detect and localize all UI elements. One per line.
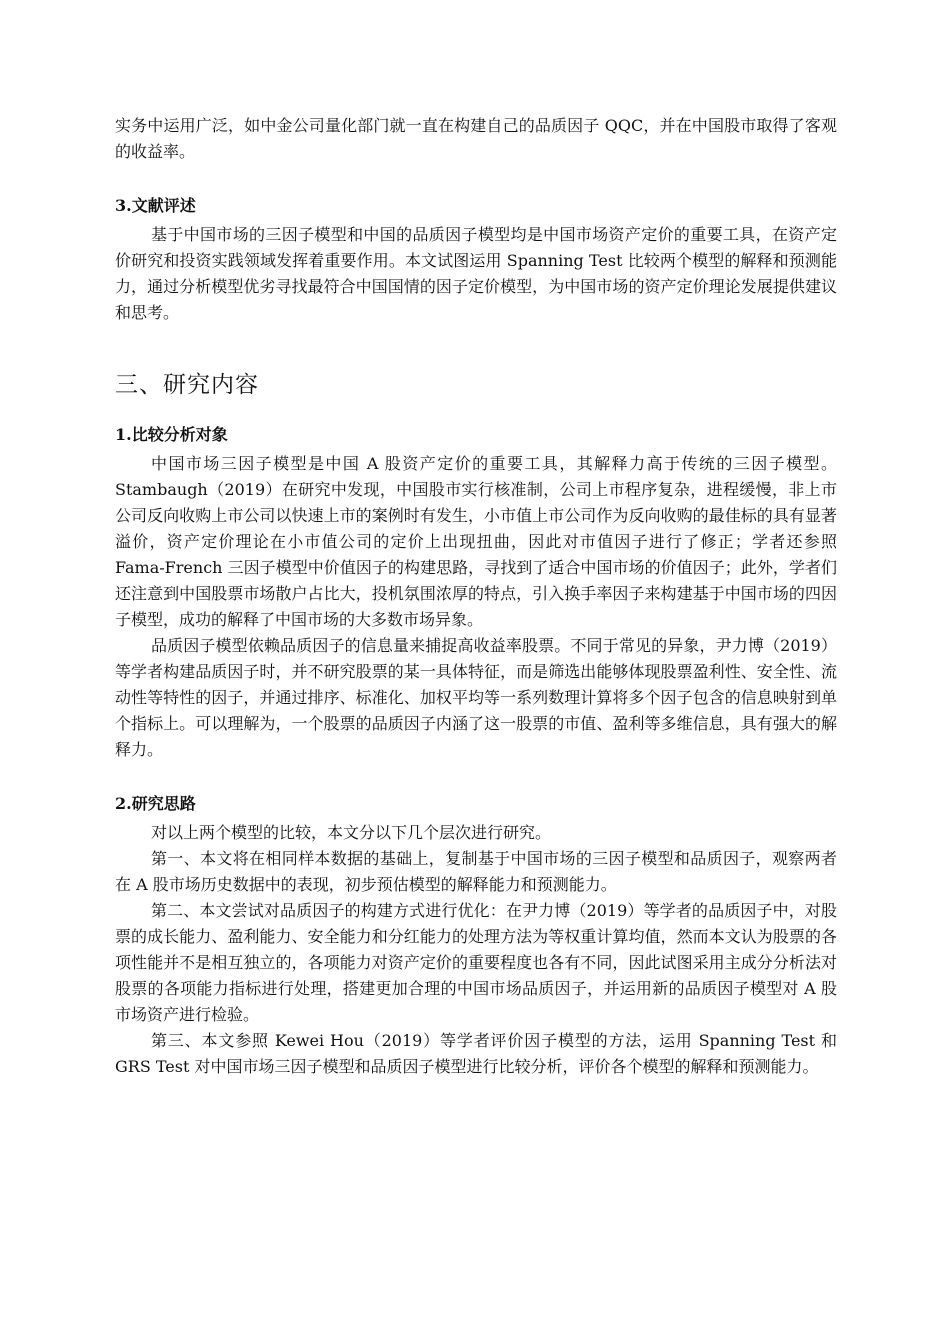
section-heading-research-approach: 2.研究思路	[115, 794, 196, 813]
document-page	[115, 113, 837, 1080]
comparison-objects-paragraph-2: 品质因子模型依赖品质因子的信息量来捕捉高收益率股票。不同于常见的异象，尹力博（2019）等学者构建品质因子时，并不研究股票的某一具体特征，而是筛选出能够体现股票盈利性、安全性、流动性等特性的因子，并通过排序、标准化、加权平均等一系列数理计算将多个因子包含的信息映射到单个指标上。可以理解为，一个股票的品质因子内涵了这一股票的市值、盈利等多维信息，具有强大的解释力。	[115, 636, 837, 759]
comparison-objects-paragraph-1: 中国市场三因子模型是中国 A 股资产定价的重要工具，其解释力高于传统的三因子模型。Stambaugh（2019）在研究中发现，中国股市实行核准制，公司上市程序复杂，进程缓慢，非上市公司反向收购上市公司以快速上市的案例时有发生，小市值上市公司作为反向收购的最佳标的具有显著溢价，资产定价理论在小市值公司的定价上出现扭曲，因此对市值因子进行了修正；学者还参照 Fama-French 三因子模型中价值因子的构建思路，寻找到了适合中国市场的价值因子；此外，学者们还注意到中国股票市场散户占比大，投机氛围浓厚的特点，引入换手率因子来构建基于中国市场的四因子模型，成功的解释了中国市场的大多数市场异象。	[115, 454, 837, 629]
research-approach-paragraph-4: 第三、本文参照 Kewei Hou（2019）等学者评价因子模型的方法，运用 Spanning Test 和 GRS Test 对中国市场三因子模型和品质因子模型进行比较分析，评价各个模型的解释和预测能力。	[115, 1031, 837, 1076]
section-heading-comparison-objects: 1.比较分析对象	[115, 425, 228, 444]
intro-paragraph: 实务中运用广泛，如中金公司量化部门就一直在构建自己的品质因子 QQC，并在中国股市取得了客观的收益率。	[115, 116, 837, 161]
research-approach-paragraph-2: 第一、本文将在相同样本数据的基础上，复制基于中国市场的三因子模型和品质因子，观察两者在 A 股市场历史数据中的表现，初步预估模型的解释能力和预测能力。	[115, 849, 837, 894]
research-approach-paragraph-3: 第二、本文尝试对品质因子的构建方式进行优化：在尹力博（2019）等学者的品质因子中，对股票的成长能力、盈利能力、安全能力和分红能力的处理方法为等权重计算均值，然而本文认为股票的各项性能并不是相互独立的，各项能力对资产定价的重要程度也各有不同，因此试图采用主成分分析法对股票的各项能力指标进行处理，搭建更加合理的中国市场品质因子，并运用新的品质因子模型对 A 股市场资产进行检验。	[115, 901, 837, 1024]
literature-review-paragraph: 基于中国市场的三因子模型和中国的品质因子模型均是中国市场资产定价的重要工具，在资产定价研究和投资实践领域发挥着重要作用。本文试图运用 Spanning Test 比较两个模型的解释和预测能力，通过分析模型优劣寻找最符合中国国情的因子定价模型，为中国市场的资产定价理论发展提供建议和思考。	[115, 225, 837, 322]
research-approach-paragraph-1: 对以上两个模型的比较，本文分以下几个层次进行研究。	[151, 823, 552, 842]
section-heading-literature-review: 3.文献评述	[115, 196, 196, 215]
chapter-heading-research-content: 三、研究内容	[115, 372, 259, 398]
